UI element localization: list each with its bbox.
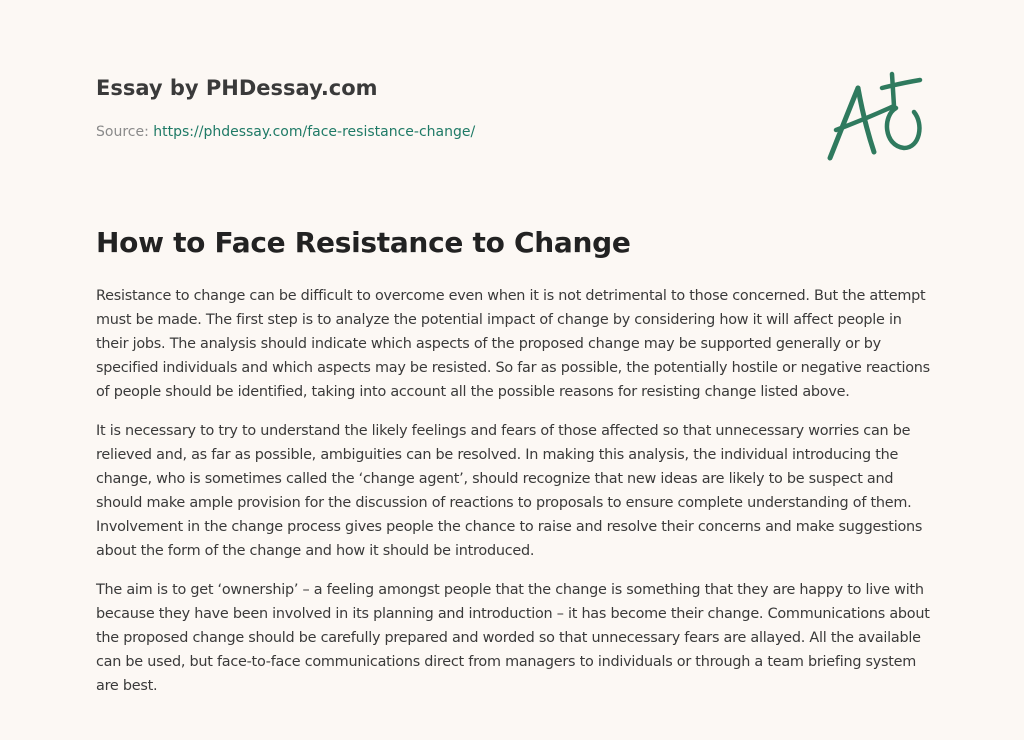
essay-body [96, 284, 934, 713]
source-line [96, 124, 475, 140]
essay-paragraph: It is necessary to try to understand the likely feelings and fears of those affected so that unnecessary worries can be relieved and, as far as possible, ambiguities can be resolved. In making this analysis, the individual introducing the change, who is sometimes called the ‘change agent’, should recognize that new ideas are likely to be suspect and should make ample provision for the discussion of reactions to proposals to ensure complete understanding of them. Involvement in the change process gives people the chance to raise and resolve their concerns and make suggestions about the form of the change and how it should be introduced. [96, 423, 923, 559]
source-label: Source: [96, 124, 149, 140]
a-plus-grade-icon [822, 66, 932, 166]
essay-paragraph: The aim is to get ‘ownership’ – a feeling amongst people that the change is something that they are happy to live with because they have been involved in its planning and introduction – it has become their change. Communications about the proposed change should be carefully prepared and worded so that unnecessary fears are allayed. All the available can be used, but face-to-face communications direct from managers to individuals or through a team briefing system are best. [96, 582, 930, 694]
site-title: Essay by PHDessay.com [96, 76, 378, 100]
source-link[interactable]: https://phdessay.com/face-resistance-change/ [153, 124, 476, 140]
essay-paragraph: Resistance to change can be difficult to overcome even when it is not detrimental to those concerned. But the attempt must be made. The first step is to analyze the potential impact of change by considering how it will affect people in their jobs. The analysis should indicate which aspects of the proposed change may be supported generally or by specified individuals and which aspects may be resisted. So far as possible, the potentially hostile or negative reactions of people should be identified, taking into account all the possible reasons for resisting change listed above. [96, 288, 930, 400]
essay-title: How to Face Resistance to Change [96, 226, 631, 259]
